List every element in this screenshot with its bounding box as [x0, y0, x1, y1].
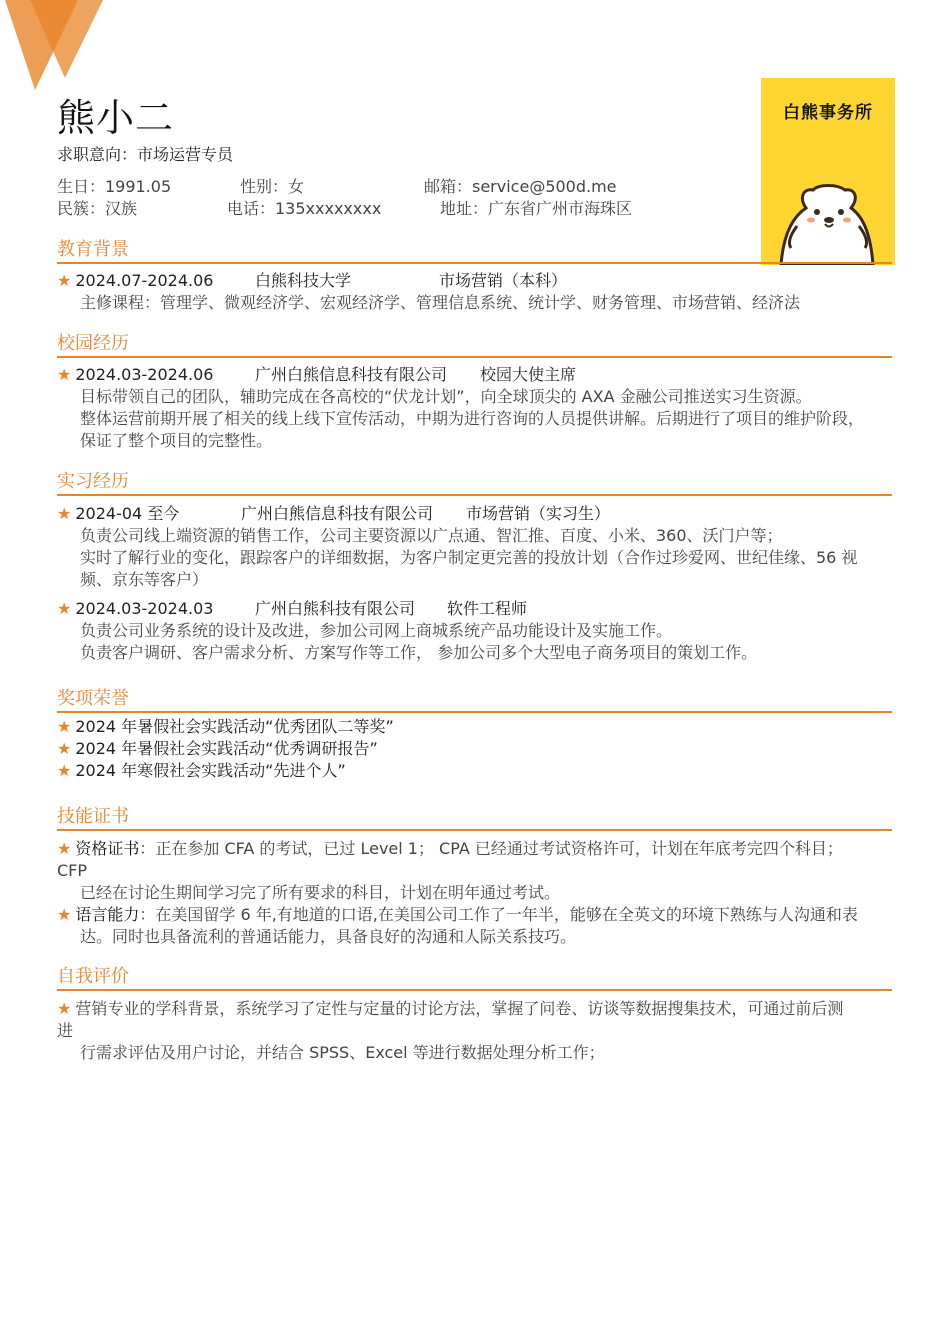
profile-photo: [761, 78, 895, 265]
bear-illustration: [761, 168, 895, 265]
star-icon: ★: [57, 271, 72, 290]
section-divider: [57, 494, 892, 496]
internship-period: 2024-04 至今: [75, 504, 180, 523]
section-divider: [57, 262, 892, 264]
star-icon: ★: [57, 905, 72, 924]
star-icon: ★: [57, 717, 72, 736]
internship-line: 实时了解行业的变化，跟踪客户的详细数据，为客户制定更完善的投放计划（合作过珍爱网、世纪佳缘、56 视: [80, 548, 858, 567]
internship-line: 负责客户调研、客户需求分析、方案写作等工作， 参加公司多个大型电子商务项目的策划工作。: [80, 643, 758, 662]
self-eval-text: 营销专业的学科背景，系统学习了定性与定量的讨论方法，掌握了问卷、访谈等数据搜集技术，可通过前后测: [75, 999, 844, 1018]
award-item: [57, 738, 378, 760]
award-item: [57, 716, 394, 738]
photo-brand-text: 白熊事务所: [783, 103, 873, 123]
education-period: 2024.07-2024.06: [75, 271, 214, 290]
education-entry: [57, 270, 213, 292]
skill-language: [57, 904, 858, 926]
campus-line: 保证了整个项目的完整性。: [80, 431, 273, 450]
star-icon: ★: [57, 761, 72, 780]
phone: 电话：135xxxxxxxx: [227, 199, 382, 218]
cert-label: 资格证书: [75, 839, 140, 858]
address: 地址：广东省广州市海珠区: [440, 199, 633, 218]
campus-role: 校园大使主席: [480, 365, 577, 384]
birthday: 生日：1991.05: [57, 177, 172, 196]
email: 邮箱：service@500d.me: [424, 177, 617, 196]
internship-line: 负责公司线上端资源的销售工作，公司主要资源以广点通、智汇推、百度、小米、360、沃门户等；: [80, 526, 783, 545]
education-courses: 主修课程：管理学、微观经济学、宏观经济学、管理信息系统、统计学、财务管理、市场营销、经济法: [80, 293, 801, 312]
campus-org: 广州白熊信息科技有限公司: [255, 365, 448, 384]
internship-entry: [57, 503, 179, 525]
section-title-self-eval: 自我评价: [57, 966, 129, 987]
campus-line: 目标带领自己的团队，辅助完成在各高校的“伏龙计划”，向全球顶尖的 AXA 金融公司推送实习生资源。: [80, 387, 812, 406]
section-title-internship: 实习经历: [57, 471, 129, 492]
internship-period: 2024.03-2024.03: [75, 599, 214, 618]
cert-text: CFP: [57, 861, 88, 880]
section-title-education: 教育背景: [57, 239, 129, 260]
section-divider: [57, 711, 892, 713]
section-divider: [57, 356, 892, 358]
cert-text: ：正在参加 CFA 的考试，已过 Level 1； CPA 已经通过考试资格许可，计划在年底考完四个科目；: [139, 839, 843, 858]
job-intent: 求职意向：市场运营专员: [57, 145, 234, 164]
ethnicity: 民簇：汉族: [57, 199, 138, 218]
internship-role: 市场营销（实习生）: [466, 504, 611, 523]
award-text: 2024 年寒假社会实践活动“先进个人”: [75, 761, 346, 780]
gender: 性别：女: [240, 177, 305, 196]
campus-entry: [57, 364, 213, 386]
language-label: 语言能力: [75, 905, 140, 924]
star-icon: ★: [57, 504, 72, 523]
internship-line: 频、京东等客户）: [80, 570, 209, 589]
internship-org: 广州白熊信息科技有限公司: [241, 504, 434, 523]
self-eval-text: 进: [57, 1021, 74, 1040]
internship-entry: [57, 598, 213, 620]
campus-period: 2024.03-2024.06: [75, 365, 214, 384]
award-item: [57, 760, 346, 782]
education-major: 市场营销（本科）: [439, 271, 568, 290]
section-title-skills: 技能证书: [57, 806, 129, 827]
section-title-campus: 校园经历: [57, 333, 129, 354]
cert-text: 已经在讨论生期间学习完了所有要求的科目，计划在明年通过考试。: [80, 883, 561, 902]
internship-org: 广州白熊科技有限公司: [255, 599, 416, 618]
campus-line: 整体运营前期开展了相关的线上线下宣传活动，中期为进行咨询的人员提供讲解。后期进行了项目的维护阶段，: [80, 409, 865, 428]
language-text: 达。同时也具备流利的普通话能力，具备良好的沟通和人际关系技巧。: [80, 927, 577, 946]
star-icon: ★: [57, 599, 72, 618]
internship-line: 负责公司业务系统的设计及改进，参加公司网上商城系统产品功能设计及实施工作。: [80, 621, 673, 640]
internship-role: 软件工程师: [447, 599, 528, 618]
star-icon: ★: [57, 839, 72, 858]
award-text: 2024 年暑假社会实践活动“优秀团队二等奖”: [75, 717, 394, 736]
corner-triangle-decoration: [0, 0, 110, 95]
award-text: 2024 年暑假社会实践活动“优秀调研报告”: [75, 739, 378, 758]
star-icon: ★: [57, 365, 72, 384]
section-divider: [57, 829, 892, 831]
language-text: ：在美国留学 6 年,有地道的口语,在美国公司工作了一年半，能够在全英文的环境下熟练与人沟通和表: [139, 905, 858, 924]
skill-certificates: [57, 838, 843, 860]
star-icon: ★: [57, 739, 72, 758]
self-eval-entry: [57, 998, 843, 1020]
education-school: 白熊科技大学: [255, 271, 352, 290]
section-divider: [57, 989, 892, 991]
star-icon: ★: [57, 999, 72, 1018]
candidate-name: 熊小二: [57, 96, 175, 140]
section-title-awards: 奖项荣誉: [57, 688, 129, 709]
self-eval-text: 行需求评估及用户讨论，并结合 SPSS、Excel 等进行数据处理分析工作；: [80, 1043, 605, 1062]
